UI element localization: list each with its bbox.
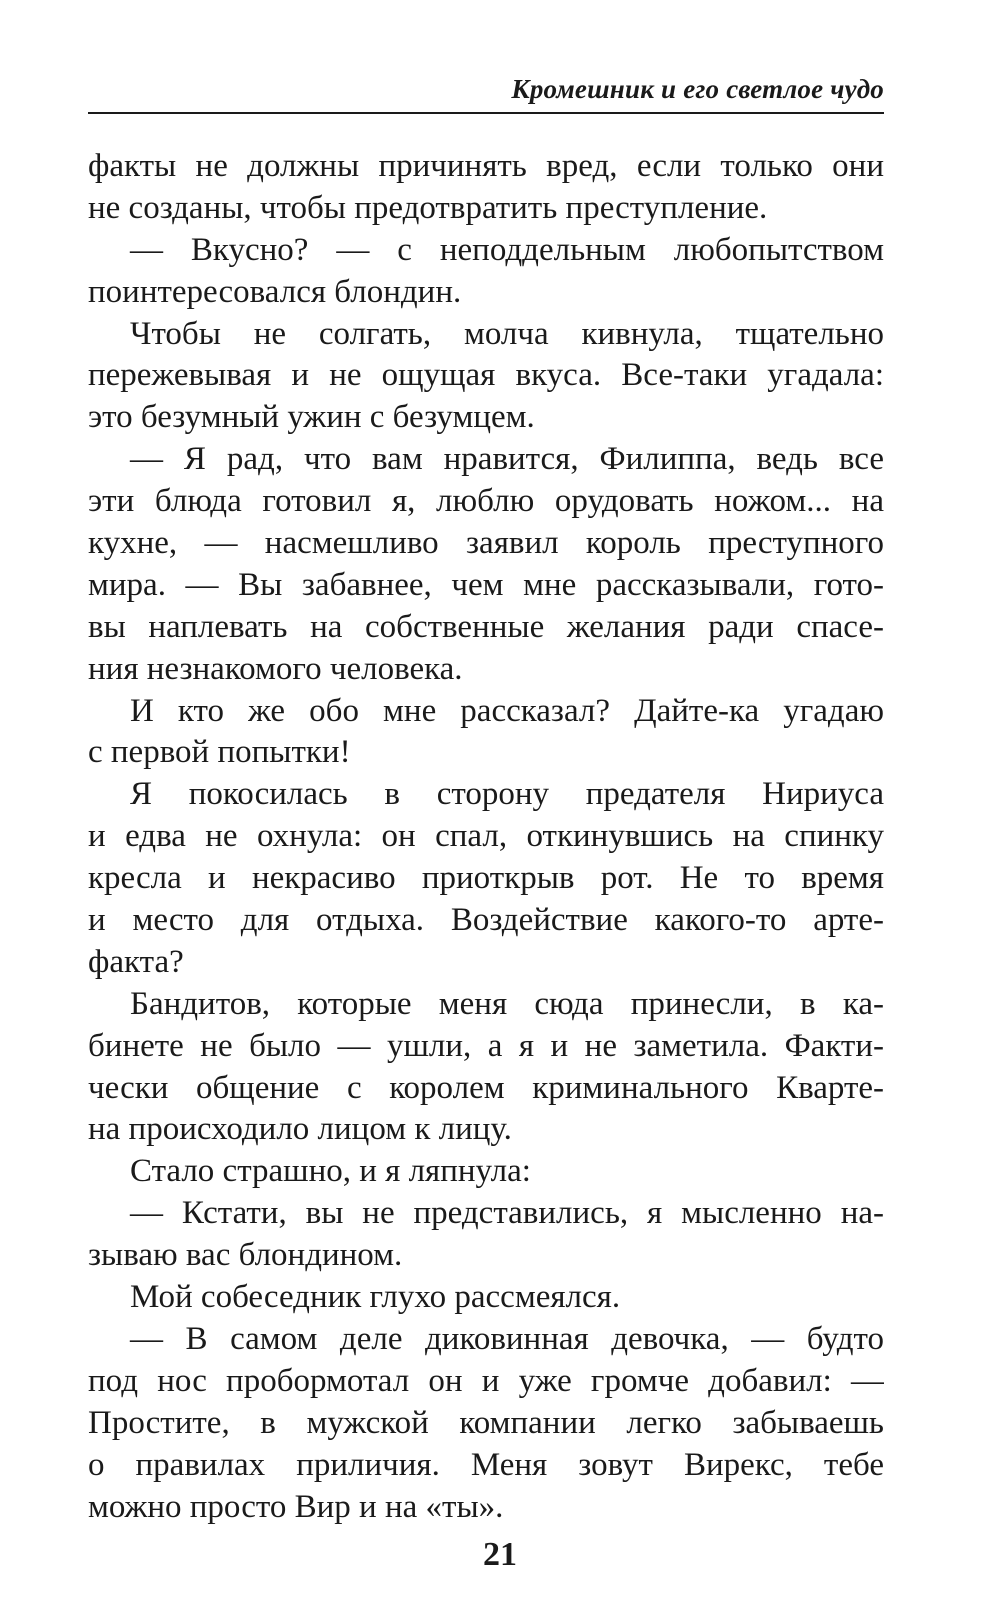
text-line: на происходило лицом к лицу. (88, 1111, 512, 1148)
text-line: чески общение с королем криминального Кварте- (88, 1069, 884, 1106)
text-line: И кто же обо мне рассказал? Дайте-ка угадаю (130, 692, 884, 729)
text-line: мира. — Вы забавнее, чем мне рассказывали, гото- (88, 566, 884, 603)
paragraph (88, 984, 884, 1152)
paragraph (88, 230, 884, 314)
text-line: — В самом деле диковинная девочка, — будто (130, 1320, 884, 1357)
text-line: с первой попытки! (88, 734, 351, 771)
text-line: под нос пробормотал он и уже громче добавил: — (88, 1362, 884, 1399)
text-line: пережевывая и не ощущая вкуса. Все-таки угадала: (88, 357, 884, 394)
paragraph (88, 1319, 884, 1528)
paragraph (88, 691, 884, 775)
text-line: зываю вас блондином. (88, 1237, 403, 1274)
paragraph (88, 1193, 884, 1277)
text-line: Мой собеседник глухо рассмеялся. (130, 1279, 621, 1316)
text-line: поинтересовался блондин. (88, 273, 462, 310)
text-line: можно просто Вир и на «ты». (88, 1488, 504, 1525)
paragraph (88, 439, 884, 690)
text-line: Стало страшно, и я ляпнула: (130, 1153, 531, 1190)
paragraph (88, 146, 884, 230)
text-line: эти блюда готовил я, люблю орудовать ножом... на (88, 483, 884, 520)
paragraph (88, 1277, 884, 1319)
text-line: бинете не было — ушли, а я и не заметила. Факти- (88, 1027, 884, 1064)
body-text (88, 146, 884, 1528)
text-line: и едва не охнула: он спал, откинувшись на спинку (88, 818, 884, 855)
text-line: — Кстати, вы не представились, я мысленно на- (130, 1195, 884, 1232)
text-line: Я покосилась в сторону предателя Нириуса (130, 776, 884, 813)
text-line: Чтобы не солгать, молча кивнула, тщательно (130, 315, 884, 352)
paragraph (88, 314, 884, 440)
text-line: о правилах приличия. Меня зовут Вирекс, тебе (88, 1446, 884, 1483)
text-line: — Вкусно? — с неподдельным любопытством (130, 231, 884, 268)
text-line: вы наплевать на собственные желания ради спасе- (88, 608, 884, 645)
running-header-title: Кромешник и его светлое чудо (511, 74, 884, 104)
text-line: ния незнакомого человека. (88, 650, 463, 687)
text-line: — Я рад, что вам нравится, Филиппа, ведь все (130, 441, 884, 478)
text-line: Простите, в мужской компании легко забываешь (88, 1404, 884, 1441)
text-line: это безумный ужин с безумцем. (88, 399, 535, 436)
text-line: Бандитов, которые меня сюда принесли, в ка- (130, 985, 884, 1022)
paragraph (88, 774, 884, 983)
text-line: и место для отдыха. Воздействие какого-то арте- (88, 902, 884, 939)
text-line: факта? (88, 943, 184, 980)
text-line: не созданы, чтобы предотвратить преступление. (88, 189, 768, 226)
header-rule (88, 112, 884, 114)
text-line: кресла и некрасиво приоткрыв рот. Не то время (88, 860, 884, 897)
page-number: 21 (483, 1536, 517, 1573)
text-line: кухне, — насмешливо заявил король преступного (88, 525, 884, 562)
paragraph (88, 1151, 884, 1193)
text-line: факты не должны причинять вред, если только они (88, 148, 884, 184)
